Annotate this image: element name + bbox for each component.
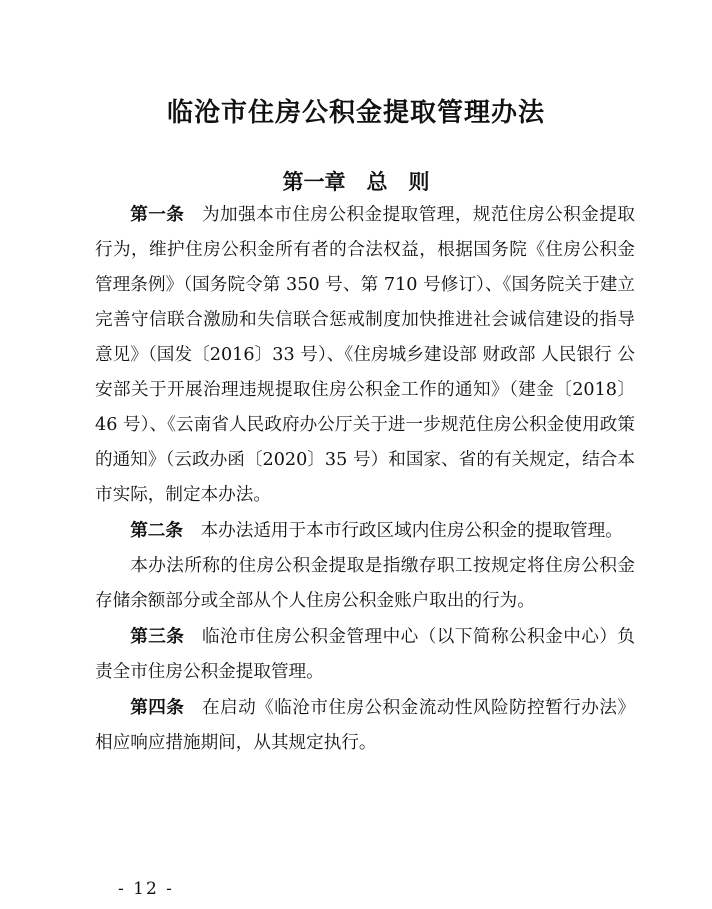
paragraph-article-3	[95, 619, 635, 690]
article-text: 本办法适用于本市行政区域内住房公积金的提取管理。	[200, 521, 623, 541]
page-number: - 12 -	[118, 879, 174, 899]
chapter-heading: 第一章 总 则	[282, 169, 430, 194]
document-body	[95, 197, 635, 761]
article-text: 在启动《临沧市住房公积金流动性风险防控暂行办法》相应响应措施期间，从其规定执行。	[95, 698, 635, 753]
document-title: 临沧市住房公积金提取管理办法	[166, 98, 545, 128]
article-label: 第二条	[130, 520, 183, 541]
paragraph-article-4	[95, 690, 635, 761]
article-text: 临沧市住房公积金管理中心（以下简称公积金中心）负责全市住房公积金提取管理。	[95, 627, 635, 682]
paragraph-article-2	[95, 513, 635, 549]
article-text: 为加强本市住房公积金提取管理，规范住房公积金提取行为，维护住房公积金所有者的合法权益，根据国务院《住房公积金管理条例》（国务院令第 350 号、第 710 号修订）、《国务院关于建立完善守信联合激励和失信联合惩戒制度加快推进社会诚信建设的指导意见》（国发〔2016〕33 号）、《住房城乡建设部 财政部 人民银行 公安部关于开展治理违规提取住房公积金工作的通知》（建金〔2018〕46 号）、《云南省人民政府办公厅关于进一步规范住房公积金使用政策的通知》（云政办函〔2020〕35 号）和国家、省的有关规定，结合本市实际，制定本办法。	[95, 205, 635, 505]
article-label: 第一条	[130, 204, 185, 225]
article-label: 第四条	[130, 697, 185, 718]
paragraph-article-2-definition	[95, 549, 635, 619]
paragraph-article-1	[95, 197, 635, 513]
article-label: 第三条	[130, 626, 185, 647]
paragraph-text: 本办法所称的住房公积金提取是指缴存职工按规定将住房公积金存储余额部分或全部从个人住房公积金账户取出的行为。	[95, 556, 635, 611]
